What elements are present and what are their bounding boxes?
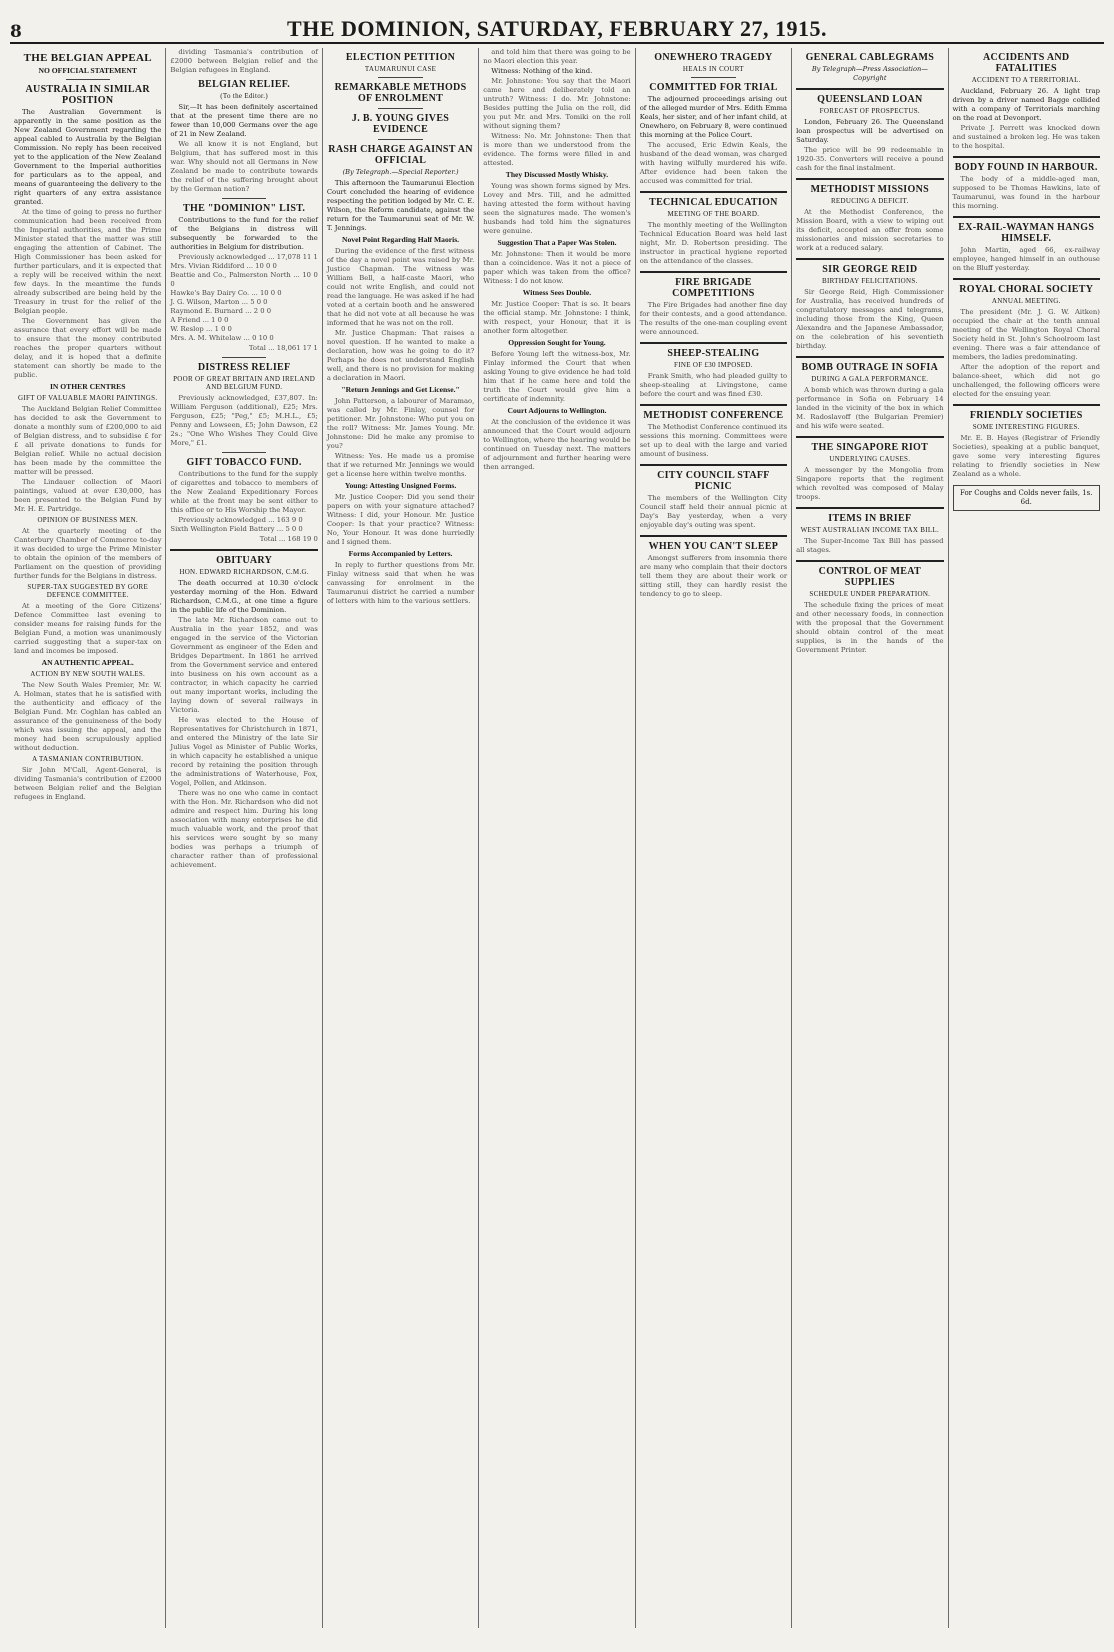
subheadline: SCHEDULE UNDER PREPARATION. (809, 590, 931, 598)
article-paragraph: London, February 26. The Queensland loan prospectus will be advertised on Saturday. (796, 118, 944, 144)
headline: EX-RAIL-WAYMAN HANGS HIMSELF. (958, 222, 1095, 244)
subheadline: NO OFFICIAL STATEMENT (38, 66, 137, 75)
subheadline: BIRTHDAY FELICITATIONS. (822, 277, 918, 285)
section-head: Oppression Sought for Young. (508, 338, 606, 347)
headline: THE SINGAPORE RIOT (811, 442, 929, 453)
headline: OBITUARY (216, 555, 273, 566)
article-paragraph: Auckland, February 26. A light trap driven by a driver named Bagge collided with a company of Territorials marching on the road at Devonport. (952, 87, 1100, 122)
headline: FRIENDLY SOCIETIES (969, 410, 1083, 421)
article-paragraph: Sir,—It has been definitely ascertained that at the present time there are no fewer than 10,000 Germans over the age of 21 in New Zealand. (170, 103, 318, 138)
section-head: They Discussed Mostly Whisky. (505, 170, 609, 179)
subheadline: REDUCING A DEFICIT. (830, 197, 909, 205)
column-4: and told him that there was going to be no Maori election this year. Witness: Nothing of the kind. Mr. Johnstone: You say that the Maori came here and deliberately told an untruth? Witness: I do. Mr. Johnstone: Besides putting the Julia on the roll, did you put Mr. and Mrs. Tomiki on the roll without signing them? Witness: No. Mr. Johnstone: Then that is more than we understood from the evidence. The forms were filled in and attested. They Discussed Mostly Whisky. Young was shown forms signed by Mrs. Lovey and Mrs. Till, and he admitted having attested the form without having seen the signatures made. The women's husbands had told him the signatures were genuine. Suggestion That a Paper Was Stolen. Mr. Johnstone: Then it would be more than a coincidence. Was it not a piece of paper which was taken from the office? Witness: I do not know. Witness Sees Double. Mr. Justice Cooper: That is so. It bears the official stamp. Mr. Johnstone: I think, with respect, your Honour, that it is another form altogether. Oppression Sought for Young. Before Young left the witness-box, Mr. Finlay informed the Court that when asking Young to give evidence he had told him that if he came here and told the truth the Court would give him a certificate of indemnity. Court Adjourns to Wellington. At the conclusion of the evidence it was announced that the Court would adjourn to Wellington, where the hearing would be continued on Tuesday next. The matters of adjournment and further hearing were then arranged. (479, 48, 635, 1628)
column-5: ONEWHERO TRAGEDY HEALS IN COURT COMMITTED FOR TRIAL The adjourned proceedings arising out of the alleged murder of Mrs. Edith Emma Keals, her sister, and of her infant child, at Onewhero, on February 8, were continued this morning at the Police Court. The accused, Eric Edwin Keals, the husband of the dead woman, was charged with having wilfully murdered his wife. After evidence had been taken the accused was committed for trial. TECHNICAL EDUCATION MEETING OF THE BOARD. The monthly meeting of the Wellington Technical Education Board was held last night, Mr. D. Robertson presiding. The instructor in practical hygiene reported on the attendance of the classes. FIRE BRIGADE COMPETITIONS The Fire Brigades had another fine day for their contests, and a good attendance. The results of the one-man coupling event were announced. SHEEP-STEALING FINE OF £30 IMPOSED. Frank Smith, who had pleaded guilty to sheep-stealing at Livingstone, came before the court and was fined £30. METHODIST CONFERENCE The Methodist Conference continued its sessions this morning. Committees were set up to deal with the large and varied amount of business. CITY COUNCIL STAFF PICNIC The members of the Wellington City Council staff held their annual picnic at Day's Bay yesterday, when a very enjoyable day's outing was spent. WHEN YOU CAN'T SLEEP Amongst sufferers from insomnia there are many who complain that their doctors tell them they are about their work or sitting still, they can hardly resist the tendency to go to sleep. (636, 48, 792, 1628)
newspaper-page (10, 12, 1104, 1628)
headline: SIR GEORGE REID (822, 264, 918, 275)
headline: REMARKABLE METHODS OF ENROLMENT (334, 82, 467, 104)
subheadline: TAUMARUNUI CASE (364, 65, 437, 73)
subheadline: WEST AUSTRALIAN INCOME TAX BILL. (800, 526, 940, 534)
subheadline: FORECAST OF PROSPECTUS. (819, 107, 920, 115)
article-paragraph: The adjourned proceedings arising out of the alleged murder of Mrs. Edith Emma Keals, her sister, and of her infant child, at Onewhero, on February 8, were continued this morning at the Police Court. (639, 95, 788, 139)
column-7: ACCIDENTS AND FATALITIES ACCIDENT TO A TERRITORIAL. Auckland, February 26. A light trap driven by a driver named Bagge collided with a company of Territorials marching on the road at Devonport. Private J. Perrett was knocked down and sustained a broken leg. He was taken to the hospital. BODY FOUND IN HARBOUR. The body of a middle-aged man, supposed to be Thomas Hawkins, late of Taumarunui, was found in the harbour this morning. EX-RAIL-WAYMAN HANGS HIMSELF. John Martin, aged 66, ex-railway employee, hanged himself in an outhouse on the Bluff yesterday. ROYAL CHORAL SOCIETY ANNUAL MEETING. The president (Mr. J. G. W. Aitken) occupied the chair at the tenth annual meeting of the Wellington Royal Choral Society held in St. John's Schoolroom last evening. There was a fair attendance of members, the ladies predominating. After the adoption of the report and balance-sheet, which did not go unchallenged, the following officers were elected for the ensuing year. FRIENDLY SOCIETIES SOME INTERESTING FIGURES. Mr. E. B. Hayes (Registrar of Friendly Societies), speaking at a public banquet, gave some very interesting figures relating to friendly societies in New Zealand as a whole. For Coughs and Colds never fails, 1s. 6d. (949, 48, 1104, 1628)
subheadline: GIFT OF VALUABLE MAORI PAINTINGS. (18, 394, 158, 402)
headline: CITY COUNCIL STAFF PICNIC (657, 470, 770, 492)
headline: ELECTION PETITION (345, 52, 456, 63)
headline: ONEWHERO TRAGEDY (654, 52, 773, 63)
section-head: Witness Sees Double. (522, 288, 592, 297)
section-head: Suggestion That a Paper Was Stolen. (497, 238, 617, 247)
article-paragraph: Witness: Nothing of the kind. (491, 67, 593, 75)
byline: (By Telegraph.—Special Reporter.) (342, 168, 459, 176)
subheadline: A TASMANIAN CONTRIBUTION. (32, 755, 144, 763)
headline: AUSTRALIA IN SIMILAR POSITION (25, 84, 150, 106)
headline: THE "DOMINION" LIST. (183, 203, 306, 214)
section-head: Court Adjourns to Wellington. (507, 406, 607, 415)
headline: ROYAL CHORAL SOCIETY (959, 284, 1094, 295)
advertisement: For Coughs and Colds never fails, 1s. 6d. (953, 485, 1100, 511)
subheadline: FINE OF £30 IMPOSED. (674, 361, 753, 369)
subheadline: MEETING OF THE BOARD. (667, 210, 760, 218)
column-2: dividing Tasmania's contribution of £2000 between Belgian relief and the Belgian refugees in England. BELGIAN RELIEF. (To the Editor.) Sir,—It has been definitely ascertained that at the present time there are no fewer than 10,000 Germans over the age of 21 in New Zealand. We all know it is not England, but Belgium, that has suffered most in this war. Why should not all Germans in New Zealand be made to contribute towards the relief of the suffering brought about by the German nation? THE "DOMINION" LIST. Contributions to the fund for the relief of the Belgians in distress will subsequently be forwarded to the authorities in Belgium for distribution. Previously acknowledged ... 17,078 11 1 Mrs. Vivian Riddiford ... 10 0 0 Beattie and Co., Palmerston North ... 10 0 0 Hawke's Bay Dairy Co. ... 10 0 0 J. G. Wilson, Marton ... 5 0 0 Raymond E. Burnard ... 2 0 0 A Friend ... 1 0 0 W. Reslop ... 1 0 0 Mrs. A. M. Whitelaw ... 0 10 0 Total ... 18,061 17 1 DISTRESS RELIEF POOR OF GREAT BRITAIN AND IRELAND AND BELGIUM FUND. Previously acknowledged, £37,807. In: William Ferguson (additional), £25; Mrs. Ferguson, £25; "Peg," £5; M.H.L., £5; Penny and Lowseen, £5; John Dawson, £2 2s.; "One Who Wishes They Could Give More," £1. GIFT TOBACCO FUND. Contributions to the fund for the supply of cigarettes and tobacco to members of the New Zealand Expeditionary Forces while at the front may be sent either to this office or to His Worship the Mayor. Previously acknowledged ... 163 9 0 Sixth Wellington Field Battery ... 5 0 0 Total ... 168 19 0 OBITUARY HON. EDWARD RICHARDSON, C.M.G. The death occurred at 10.30 o'clock yesterday morning of the Hon. Edward Richardson, C.M.G., at one time a figure in the public life of the Dominion. The late Mr. Richardson came out to Australia in the year 1852, and was engaged in the service of the Victorian Government as engineer of the Eden and Bridges Department. In 1861 he arrived from the Government service and entered into business on his own account as a contractor, in which capacity he carried out many important works, including the laying down of several railways in Victoria. He was elected to the House of Representatives for Christchurch in 1871, and entered the Ministry of the late Sir Julius Vogel as Minister of Public Works, in which capacity he established a unique record by retaining the position through the administrations of Waterhouse, Fox, Vogel, Pollen, and Atkinson. There was no one who came in contact with the Hon. Mr. Richardson who did not admire and respect him. During his long association with many enterprises he did much valuable work, and the proof that his services were sought by so many bodies was perhaps a triumph of character rather than of professional achievement. (166, 48, 322, 1628)
headline: BOMB OUTRAGE IN SOFIA (801, 362, 939, 373)
column-1: THE BELGIAN APPEAL NO OFFICIAL STATEMENT AUSTRALIA IN SIMILAR POSITION The Australian Government is apparently in the same position as the New Zealand Government regarding the appeal cabled to Australia by the Belgian Commission. No reply has been received yet to the application of the New Zealand Government to the Imperial authorities for particulars as to the appeal, and means of guaranteeing the delivery to the right quarters of any extra assistance granted. At the time of going to press no further communication had been received from the Imperial authorities, and the Prime Minister stated that the matter was still engaging the attention of Cabinet. The High Commissioner has been asked for further particulars, and it is expected that a reply will be received within the next few days. In the meantime the funds already subscribed are being held by the Treasury in trust for the relief of the Belgian people. The Government has given the assurance that every effort will be made to ensure that the money contributed reaches the proper quarters without delay, and it is hoped that a definite statement can shortly be made to the public. IN OTHER CENTRES GIFT OF VALUABLE MAORI PAINTINGS. The Auckland Belgian Relief Committee has decided to ask the Government to donate a monthly sum of £200,000 to aid of Belgian distress, and to subsidise £ for £ all private donations to funds for Belgian relief. While no actual decision has been made by the committee the matter will be pressed. The Lindauer collection of Maori paintings, valued at over £30,000, has been presented to the Belgian Fund by Mr. H. E. Partridge. OPINION OF BUSINESS MEN. At the quarterly meeting of the Canterbury Chamber of Commerce to-day it was decided to urge the Prime Minister to obtain the opinion of the members of Parliament on the question of providing further funds for the Belgians in distress. SUPER-TAX SUGGESTED BY GORE DEFENCE COMMITTEE. At a meeting of the Gore Citizens' Defence Committee last evening to consider means for raising funds for the Belgian Fund, a motion was unanimously carried suggesting that a super-tax on land and incomes be imposed. AN AUTHENTIC APPEAL. ACTION BY NEW SOUTH WALES. The New South Wales Premier, Mr. W. A. Holman, states that he is satisfied with the authenticity and efficacy of the Belgian Fund. Mr. Coghlan has cabled an assurance of the genuineness of the body which was issuing the appeal, and the money had been scrupulously applied without deduction. A TASMANIAN CONTRIBUTION. Sir John M'Call, Agent-General, is dividing Tasmania's contribution of £2000 between Belgian relief and the Belgian refugees in England. (10, 48, 166, 1628)
headline: BELGIAN RELIEF. (198, 79, 291, 90)
section-head: IN OTHER CENTRES (49, 382, 126, 391)
article-paragraph: This afternoon the Taumarunui Election Court concluded the hearing of evidence respecting the petition lodged by Mr. C. E. Wilson, the Reform candidate, against the return for the Taumarunui seat of Mr. W. T. Jennings. (326, 179, 475, 232)
headline: BODY FOUND IN HARBOUR. (954, 162, 1098, 173)
headline: THE BELGIAN APPEAL (23, 52, 152, 64)
masthead-title: THE DOMINION, SATURDAY, FEBRUARY 27, 1915. (287, 16, 827, 41)
subheadline: HON. EDWARD RICHARDSON, C.M.G. (179, 568, 309, 576)
article-paragraph: The death occurred at 10.30 o'clock yesterday morning of the Hon. Edward Richardson, C.M.G., at one time a figure in the public life of the Dominion. (170, 579, 318, 614)
subheadline: ANNUAL MEETING. (991, 297, 1061, 305)
columns (10, 48, 1104, 1628)
section-head: AN AUTHENTIC APPEAL. (41, 658, 134, 667)
subheadline: OPINION OF BUSINESS MEN. (37, 516, 138, 524)
masthead (10, 12, 1104, 44)
headline: METHODIST CONFERENCE (643, 410, 784, 421)
subheadline: HEALS IN COURT (682, 65, 744, 73)
headline: COMMITTED FOR TRIAL (649, 82, 778, 93)
subheadline: DURING A GALA PERFORMANCE. (811, 375, 929, 383)
section-head: Novel Point Regarding Half Maoris. (342, 235, 460, 244)
headline: METHODIST MISSIONS (810, 184, 929, 195)
column-6: GENERAL CABLEGRAMS By Telegraph—Press Association—Copyright QUEENSLAND LOAN FORECAST OF PROSPECTUS. London, February 26. The Queensland loan prospectus will be advertised on Saturday. The price will be 99 redeemable in 1920-35. Converters will receive a pound cash for the final instalment. METHODIST MISSIONS REDUCING A DEFICIT. At the Methodist Conference, the Mission Board, with a view to wiping out its deficit, accepted an offer from some missionaries and mission secretaries to work at a reduced salary. SIR GEORGE REID BIRTHDAY FELICITATIONS. Sir George Reid, High Commissioner for Australia, has received hundreds of congratulatory messages and telegrams, including those from the King, Queen Alexandra and the Japanese Ambassador, on the celebration of his seventieth birthday. BOMB OUTRAGE IN SOFIA DURING A GALA PERFORMANCE. A bomb which was thrown during a gala performance in Sofia on February 14 landed in the vicinity of the box in which M. Radoslavoff (the Bulgarian Premier) and his wife were seated. THE SINGAPORE RIOT UNDERLYING CAUSES. A messenger by the Mongolia from Singapore reports that the regiment which revolted was composed of Malay troops. ITEMS IN BRIEF WEST AUSTRALIAN INCOME TAX BILL. The Super-Income Tax Bill has passed all stages. CONTROL OF MEAT SUPPLIES SCHEDULE UNDER PREPARATION. The schedule fixing the prices of meat and other necessary foods, in connection with the proposal that the Government should obtain control of the meat supplies, is in the hands of the Government Printer. (792, 48, 948, 1628)
section-head: "Return Jennings and Get License." (341, 385, 460, 394)
subheadline: UNDERLYING CAUSES. (829, 455, 911, 463)
article-paragraph: The Australian Government is apparently in the same position as the New Zealand Government regarding the appeal cabled to Australia by the Belgian Commission. No reply has been received yet to the application of the New Zealand Government to the Imperial authorities for particulars as to the appeal, and means of guaranteeing the delivery to the right quarters of any extra assistance granted. (14, 108, 162, 206)
subheadline: POOR OF GREAT BRITAIN AND IRELAND AND BELGIUM FUND. (173, 375, 316, 391)
page-number: 8 (10, 22, 22, 42)
headline: ITEMS IN BRIEF (828, 513, 912, 524)
headline: SHEEP-STEALING (667, 348, 760, 359)
headline: DISTRESS RELIEF (197, 362, 291, 373)
headline: GIFT TOBACCO FUND. (186, 457, 302, 468)
headline: ACCIDENTS AND FATALITIES (983, 52, 1070, 74)
headline: RASH CHARGE AGAINST AN OFFICIAL (328, 144, 473, 166)
section-head: Young: Attesting Unsigned Forms. (344, 481, 457, 490)
headline: WHEN YOU CAN'T SLEEP (648, 541, 779, 552)
byline: By Telegraph—Press Association—Copyright (811, 65, 928, 82)
subheadline: (To the Editor.) (220, 92, 268, 100)
column-3: ELECTION PETITION TAUMARUNUI CASE REMARKABLE METHODS OF ENROLMENT J. B. YOUNG GIVES EVIDENCE RASH CHARGE AGAINST AN OFFICIAL (By Telegraph.—Special Reporter.) This afternoon the Taumarunui Election Court concluded the hearing of evidence respecting the petition lodged by Mr. C. E. Wilson, the Reform candidate, against the return for the Taumarunui seat of Mr. W. T. Jennings. Novel Point Regarding Half Maoris. During the evidence of the first witness of the day a novel point was raised by Mr. Justice Chapman. The witness was William Bell, a half-caste Maori, who could not write English, and could not read the language. He was asked if he had voted at a certain booth and he answered that he did not vote at all because he was informed that he was not on the roll. Mr. Justice Chapman: That raises a novel question. If he wanted to make a declaration, how was he going to do it? Perhaps he does not understand English well, and there is no provision for making a declaration in Maori. "Return Jennings and Get License." John Patterson, a labourer of Maramao, was called by Mr. Finlay, counsel for petitioner. Mr. Johnstone: Who put you on the roll? Witness: Mr. James Young. Mr. Johnstone: Did he make any promise to you? Witness: Yes. He made us a promise that if we returned Mr. Jennings we would get a license here within twelve months. Young: Attesting Unsigned Forms. Mr. Justice Cooper: Did you send their papers on with your signature attached? Witness: I did, your Honour. Mr. Justice Cooper: Is that your practice? Witness: No, Your Honour. It was done hurriedly and I signed them. Forms Accompanied by Letters. In reply to further questions from Mr. Finlay witness said that when he was canvassing for enrolment in the Taumarunui district he carried a number of letters with him to the various settlers. (323, 48, 479, 1628)
subheadline: SOME INTERESTING FIGURES. (972, 423, 1080, 431)
subheadline: SUPER-TAX SUGGESTED BY GORE DEFENCE COMMITTEE. (27, 583, 149, 599)
section-head: Forms Accompanied by Letters. (348, 549, 453, 558)
headline: CONTROL OF MEAT SUPPLIES (818, 566, 921, 588)
headline: J. B. YOUNG GIVES EVIDENCE (351, 113, 450, 135)
subheadline: ACCIDENT TO A TERRITORIAL. (971, 76, 1081, 84)
headline: GENERAL CABLEGRAMS (805, 52, 935, 63)
article-paragraph: Contributions to the fund for the relief of the Belgians in distress will subsequently be forwarded to the authorities in Belgium for distribution. (170, 216, 318, 251)
headline: TECHNICAL EDUCATION (649, 197, 778, 208)
subheadline: ACTION BY NEW SOUTH WALES. (30, 670, 146, 678)
headline: QUEENSLAND LOAN (817, 94, 923, 105)
headline: FIRE BRIGADE COMPETITIONS (672, 277, 755, 299)
